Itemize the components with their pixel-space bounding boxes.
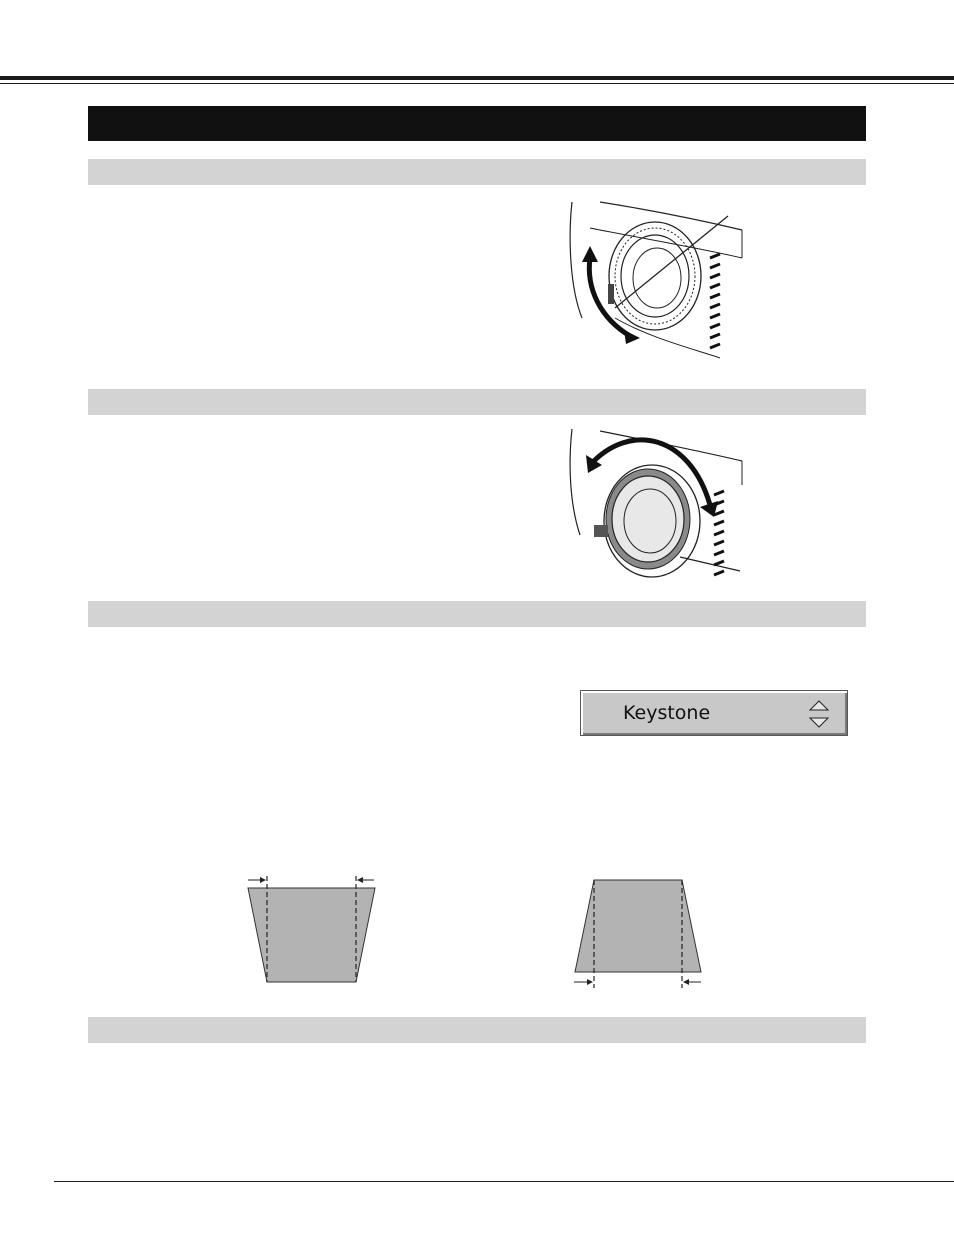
keystone-label: Keystone: [623, 702, 711, 724]
section-bar-next: [88, 1017, 866, 1043]
section-bar-zoom: [88, 159, 866, 185]
page-title-bar: [88, 106, 866, 141]
lens-focus-ring-illustration: [560, 425, 750, 590]
keystone-menu-box[interactable]: [580, 690, 848, 736]
keystone-top-wide-diagram: [240, 868, 390, 993]
keystone-bottom-wide-diagram: [568, 872, 713, 997]
lens-zoom-ring-illustration: [560, 198, 750, 363]
footer-rule: [54, 1181, 954, 1182]
header-rule-thin: [0, 83, 954, 84]
up-down-arrows-icon[interactable]: [807, 697, 831, 731]
section-bar-keystone: [88, 601, 866, 627]
section-bar-focus: [88, 389, 866, 415]
header-rule-thick: [0, 76, 954, 80]
